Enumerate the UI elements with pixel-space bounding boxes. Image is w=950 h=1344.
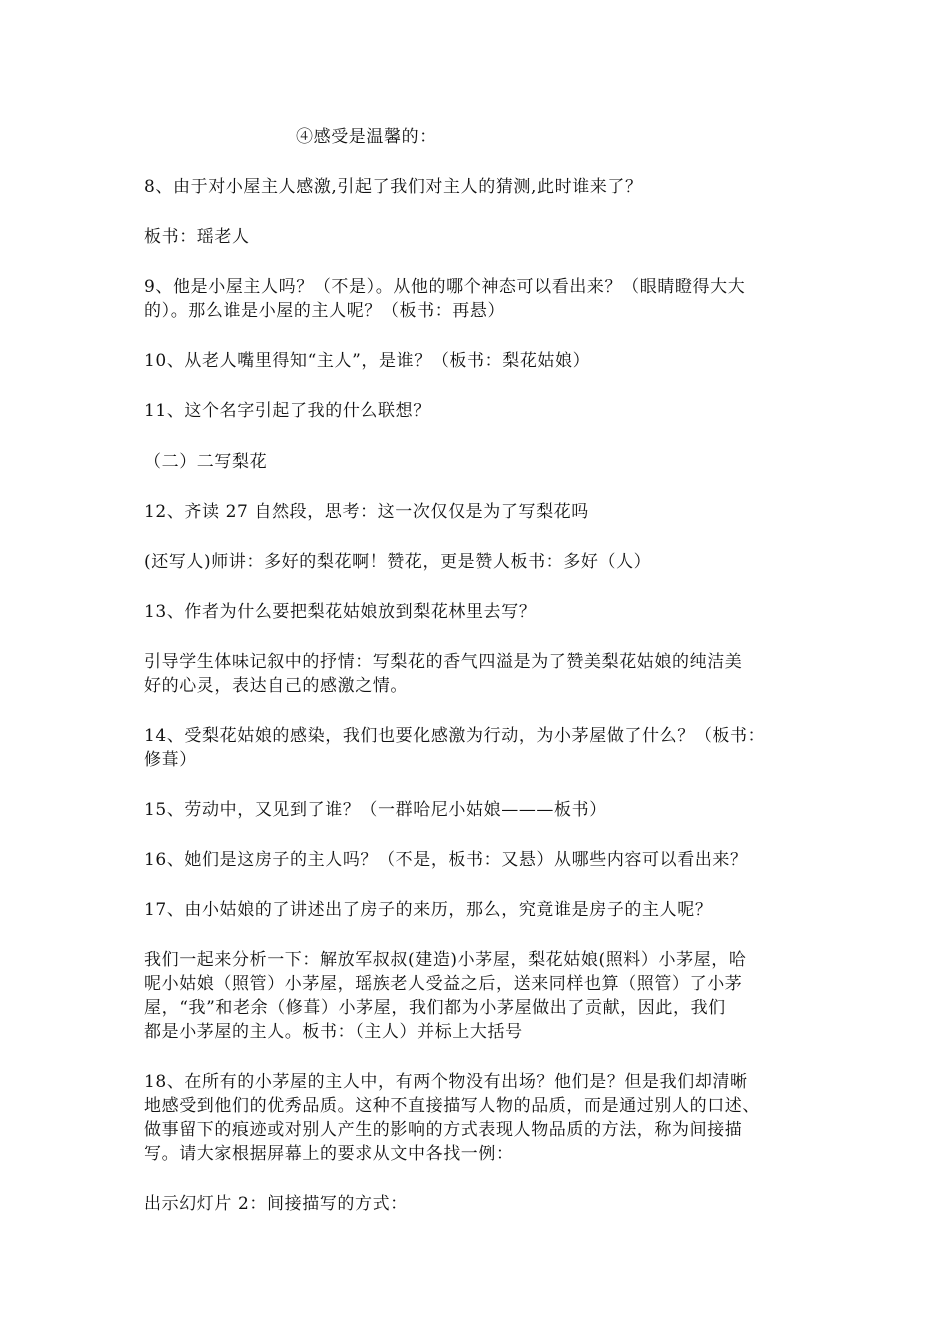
question-11-line: 11、这个名字引起了我的什么联想？ (144, 401, 431, 421)
question-18-line-3: 做事留下的痕迹或对别人产生的影响的方式表现人物品质的方法，称为间接描 (144, 1120, 743, 1140)
question-14-line-1: 14、受梨花姑娘的感染，我们也要化感激为行动，为小茅屋做了什么？（板书： (144, 726, 766, 746)
question-18-line-4: 写。请大家根据屏幕上的要求从文中各找一例： (144, 1144, 514, 1164)
analysis-line-2: 呢小姑娘（照管）小茅屋，瑶族老人受益之后，送来同样也算（照管）了小茅 (144, 974, 743, 994)
question-10-line: 10、从老人嘴里得知“主人”，是谁？（板书：梨花姑娘） (144, 351, 591, 371)
slide-note-line: 出示幻灯片 2：间接描写的方式： (144, 1194, 408, 1214)
teacher-note-line: (还写人)师讲：多好的梨花啊！赞花，更是赞人板书：多好（人） (144, 552, 652, 572)
guidance-line-1: 引导学生体味记叙中的抒情：写梨花的香气四溢是为了赞美梨花姑娘的纯洁美 (144, 652, 743, 672)
board-note-line: 板书：瑶老人 (144, 227, 250, 247)
analysis-line-3: 屋，“我”和老余（修葺）小茅屋，我们都为小茅屋做出了贡献，因此，我们 (144, 998, 726, 1018)
analysis-line-4: 都是小茅屋的主人。板书：（主人）并标上大括号 (144, 1022, 523, 1042)
guidance-line-2: 好的心灵，表达自己的感激之情。 (144, 676, 408, 696)
sub-point-line: ④感受是温馨的： (296, 127, 437, 147)
question-13-line: 13、作者为什么要把梨花姑娘放到梨花林里去写？ (144, 602, 537, 622)
question-8-line: 8、由于对小屋主人感激,引起了我们对主人的猜测,此时谁来了？ (144, 177, 643, 197)
question-16-line: 16、她们是这房子的主人吗？（不是，板书：又悬）从哪些内容可以看出来？ (144, 850, 748, 870)
question-18-line-2: 地感受到他们的优秀品质。这种不直接描写人物的品质，而是通过别人的口述、 (144, 1096, 760, 1116)
question-17-line: 17、由小姑娘的了讲述出了房子的来历，那么，究竟谁是房子的主人呢？ (144, 900, 713, 920)
question-9-line-1: 9、他是小屋主人吗？（不是）。从他的哪个神态可以看出来？（眼睛瞪得大大 (144, 277, 746, 297)
question-14-line-2: 修葺） (144, 750, 197, 770)
question-12-line: 12、齐读 27 自然段，思考：这一次仅仅是为了写梨花吗 (144, 502, 589, 522)
question-18-line-1: 18、在所有的小茅屋的主人中，有两个物没有出场？他们是？但是我们却清晰 (144, 1072, 748, 1092)
question-9-line-2: 的）。那么谁是小屋的主人呢？（板书：再悬） (144, 301, 506, 321)
analysis-line-1: 我们一起来分析一下：解放军叔叔(建造)小茅屋，梨花姑娘(照料）小茅屋，哈 (144, 950, 747, 970)
question-15-line: 15、劳动中，又见到了谁？（一群哈尼小姑娘———板书） (144, 800, 607, 820)
section-heading: （二）二写梨花 (144, 452, 268, 472)
